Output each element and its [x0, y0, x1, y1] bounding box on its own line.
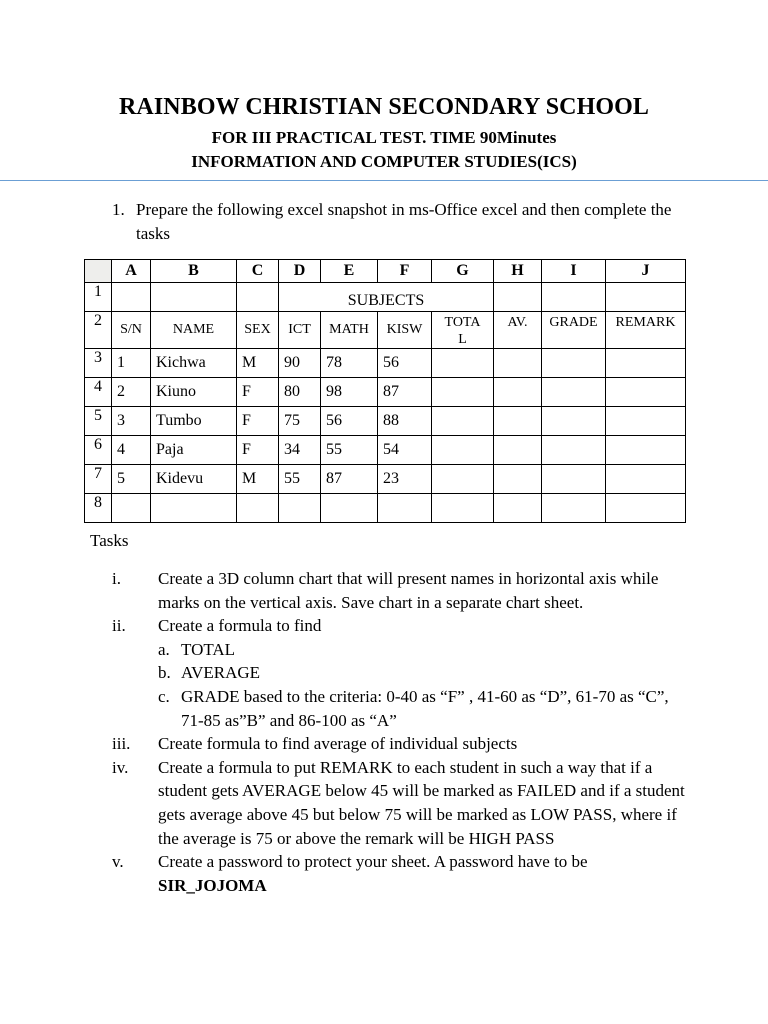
header-cell: ICT — [279, 312, 321, 349]
total-part: L — [458, 332, 467, 347]
sub-task-letter: b. — [158, 663, 171, 683]
task-item — [112, 732, 692, 756]
cell: F — [237, 378, 279, 407]
cell — [542, 436, 606, 465]
cell — [542, 283, 606, 312]
cell — [606, 494, 686, 523]
col-header: H — [494, 260, 542, 283]
cell: 80 — [279, 378, 321, 407]
cell: 56 — [321, 407, 378, 436]
sheet-row-8 — [85, 494, 686, 523]
cell — [494, 494, 542, 523]
sub-task-letter: a. — [158, 639, 170, 659]
question-number: 1. — [112, 200, 125, 219]
header-cell: S/N — [112, 312, 151, 349]
cell: 78 — [321, 349, 378, 378]
task-number: i. — [112, 569, 121, 588]
cell — [151, 494, 237, 523]
cell: 23 — [378, 465, 432, 494]
header-cell: NAME — [151, 312, 237, 349]
sheet-row-4 — [85, 378, 686, 407]
col-header: A — [112, 260, 151, 283]
row-number: 8 — [85, 494, 112, 523]
cell — [542, 494, 606, 523]
cell: Kidevu — [151, 465, 237, 494]
task-item — [112, 567, 692, 614]
cell — [432, 465, 494, 494]
total-part: TOTA — [444, 315, 481, 330]
cell: 87 — [321, 465, 378, 494]
sheet-row-5 — [85, 407, 686, 436]
cell — [112, 494, 151, 523]
row-number: 3 — [85, 349, 112, 378]
cell — [494, 378, 542, 407]
cell — [606, 465, 686, 494]
col-header: F — [378, 260, 432, 283]
cell: 87 — [378, 378, 432, 407]
question-text: Prepare the following excel snapshot in ms-Office excel and then complete the tasks — [136, 200, 672, 243]
cell: 4 — [112, 436, 151, 465]
task-text: Create formula to find average of individual subjects — [158, 734, 518, 754]
sub-task-text: GRADE based to the criteria: 0-40 as “F” , 41-60 as “D”, 61-70 as “C”, 71-85 as”B” and 86-100 as “A” — [181, 686, 669, 730]
cell — [432, 378, 494, 407]
cell — [321, 494, 378, 523]
task-text: Create a formula to put REMARK to each student in such a way that if a student gets AVERAGE below 45 will be marked as FAILED and if a student gets average above 45 but below 75 will be marked as LOW PASS, where if the average is 75 or above the remark will be HIGH PASS — [158, 757, 685, 848]
cell — [432, 407, 494, 436]
col-header: G — [432, 260, 494, 283]
cell: 55 — [279, 465, 321, 494]
cell — [432, 436, 494, 465]
column-header-row — [85, 260, 686, 283]
cell — [542, 349, 606, 378]
cell: F — [237, 407, 279, 436]
header-cell: KISW — [378, 312, 432, 349]
sheet-row-2 — [85, 312, 686, 349]
col-header: B — [151, 260, 237, 283]
row-number: 2 — [85, 312, 112, 349]
row-number: 6 — [85, 436, 112, 465]
cell: F — [237, 436, 279, 465]
password-value: SIR_JOJOMA — [158, 875, 267, 895]
task-item — [112, 614, 692, 732]
cell — [151, 283, 237, 312]
cell: 3 — [112, 407, 151, 436]
cell: 75 — [279, 407, 321, 436]
test-info: FOR III PRACTICAL TEST. TIME 90Minutes — [211, 128, 557, 147]
task-text: Create a formula to find — [158, 616, 322, 636]
row-number: 7 — [85, 465, 112, 494]
sub-task — [158, 661, 692, 685]
row-number: 5 — [85, 407, 112, 436]
question-1 — [112, 198, 682, 246]
cell: 55 — [321, 436, 378, 465]
cell — [494, 283, 542, 312]
row-number: 4 — [85, 378, 112, 407]
task-text: Create a password to protect your sheet. A password have to be — [158, 852, 588, 872]
cell — [279, 494, 321, 523]
sheet-row-7 — [85, 465, 686, 494]
header-cell: AV. — [494, 312, 542, 349]
spreadsheet-snapshot — [84, 259, 686, 523]
cell: Kiuno — [151, 378, 237, 407]
cell: 54 — [378, 436, 432, 465]
row-number: 1 — [85, 283, 112, 312]
cell — [606, 407, 686, 436]
header-cell-total — [432, 312, 494, 349]
header-cell: GRADE — [542, 312, 606, 349]
sheet-row-3 — [85, 349, 686, 378]
subjects-cell — [279, 283, 494, 312]
cell: 34 — [279, 436, 321, 465]
cell: Tumbo — [151, 407, 237, 436]
cell — [606, 436, 686, 465]
task-list — [112, 567, 692, 897]
col-header: C — [237, 260, 279, 283]
task-number: ii. — [112, 616, 126, 636]
col-header: J — [606, 260, 686, 283]
cell: Kichwa — [151, 349, 237, 378]
cell — [542, 407, 606, 436]
task-number: iv. — [112, 757, 129, 777]
sheet-row-6 — [85, 436, 686, 465]
sub-task — [158, 638, 692, 662]
cell — [112, 283, 151, 312]
sub-task — [158, 685, 692, 732]
subject-title: INFORMATION AND COMPUTER STUDIES(ICS) — [191, 152, 577, 171]
header-cell: REMARK — [606, 312, 686, 349]
sub-task-text: TOTAL — [181, 639, 236, 659]
tasks-heading: Tasks — [90, 531, 129, 550]
col-header: E — [321, 260, 378, 283]
subjects-label: SUBJECTS — [347, 292, 425, 309]
cell — [432, 494, 494, 523]
cell: M — [237, 349, 279, 378]
cell — [606, 378, 686, 407]
cell: 98 — [321, 378, 378, 407]
task-item — [112, 850, 692, 897]
cell: 90 — [279, 349, 321, 378]
sheet-row-1 — [85, 283, 686, 312]
cell: M — [237, 465, 279, 494]
cell — [378, 494, 432, 523]
cell — [237, 494, 279, 523]
task-text: Create a 3D column chart that will present names in horizontal axis while marks on the vertical axis. Save chart in a separate chart sheet. — [158, 569, 659, 612]
col-header: I — [542, 260, 606, 283]
header-cell: SEX — [237, 312, 279, 349]
header-divider — [0, 180, 768, 181]
header-cell: MATH — [321, 312, 378, 349]
cell — [432, 349, 494, 378]
cell — [606, 283, 686, 312]
cell — [494, 436, 542, 465]
task-number: v. — [112, 852, 124, 872]
school-title: RAINBOW CHRISTIAN SECONDARY SCHOOL — [119, 94, 649, 120]
col-header: D — [279, 260, 321, 283]
corner-cell — [85, 260, 112, 283]
cell — [494, 407, 542, 436]
cell: 56 — [378, 349, 432, 378]
cell: 1 — [112, 349, 151, 378]
cell: Paja — [151, 436, 237, 465]
cell — [542, 378, 606, 407]
cell — [606, 349, 686, 378]
cell — [542, 465, 606, 494]
cell: 88 — [378, 407, 432, 436]
task-item — [112, 756, 692, 850]
cell: 2 — [112, 378, 151, 407]
sub-task-text: AVERAGE — [181, 663, 261, 683]
cell: 5 — [112, 465, 151, 494]
task-number: iii. — [112, 734, 131, 754]
cell — [494, 349, 542, 378]
sub-task-letter: c. — [158, 686, 170, 706]
cell — [494, 465, 542, 494]
cell — [237, 283, 279, 312]
